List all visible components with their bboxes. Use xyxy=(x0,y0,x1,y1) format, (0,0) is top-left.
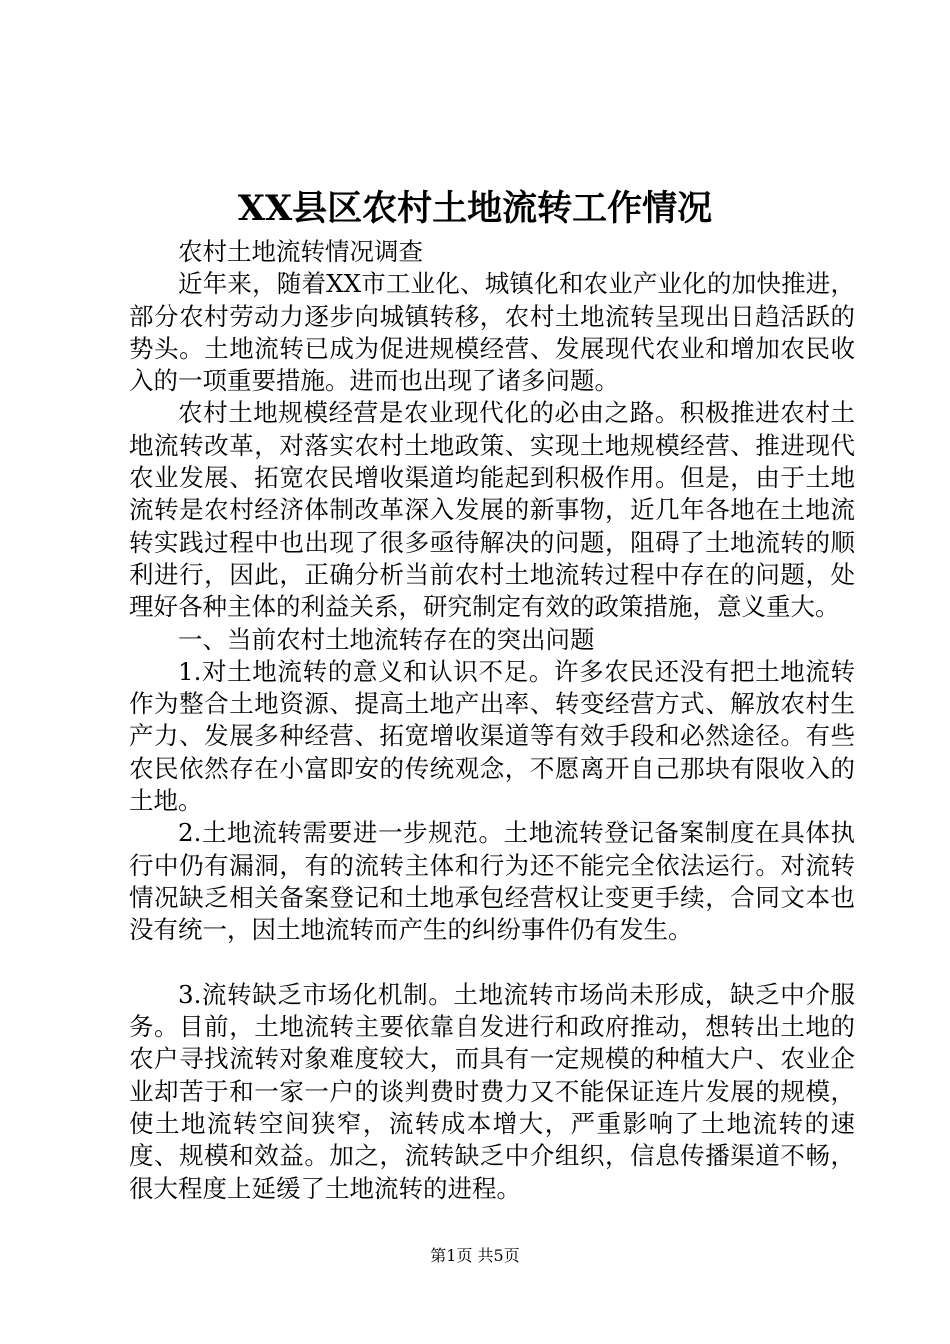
paragraph-background: 农村土地规模经营是农业现代化的必由之路。积极推进农村土地流转改革，对落实农村土地政策、实现土地规模经营、推进现代农业发展、拓宽农民增收渠道均能起到积极作用。但是，由于土地流转是农村经济体制改革深入发展的新事物，近几年各地在土地流转实践过程中也出现了很多亟待解决的问题，阻碍了土地流转的顺利进行，因此，正确分析当前农村土地流转过程中存在的问题，处理好各种主体的利益关系，研究制定有效的政策措施，意义重大。 xyxy=(129,398,855,622)
paragraph-issue-3: 3.流转缺乏市场化机制。土地流转市场尚未形成，缺乏中介服务。目前，土地流转主要依靠自发进行和政府推动，想转出土地的农户寻找流转对象难度较大，而具有一定规模的种植大户、农业企业却苦于和一家一户的谈判费时费力又不能保证连片发展的规模，使土地流转空间狭窄，流转成本增大，严重影响了土地流转的速度、规模和效益。加之，流转缺乏中介组织，信息传播渠道不畅，很大程度上延缓了土地流转的进程。 xyxy=(129,979,855,1203)
document-title: XX县区农村土地流转工作情况 xyxy=(237,188,713,229)
document-body xyxy=(129,236,855,1205)
paragraph-subtitle: 农村土地流转情况调查 xyxy=(178,237,423,266)
paragraph-issue-2: 2.土地流转需要进一步规范。土地流转登记备案制度在具体执行中仍有漏洞，有的流转主体和行为还不能完全依法运行。对流转情况缺乏相关备案登记和土地承包经营权让变更手续，合同文本也没有统一，因土地流转而产生的纠纷事件仍有发生。 xyxy=(129,818,855,945)
section-heading: 一、当前农村土地流转存在的突出问题 xyxy=(178,624,595,654)
paragraph-intro: 近年来，随着XX市工业化、城镇化和农业产业化的加快推进，部分农村劳动力逐步向城镇转移，农村土地流转呈现出日趋活跃的势头。土地流转已成为促进规模经营、发展现代农业和增加农民收入的一项重要措施。进而也出现了诸多问题。 xyxy=(129,269,855,396)
page-number: 第1页 共5页 xyxy=(430,1246,520,1265)
paragraph-issue-1: 1.对土地流转的意义和认识不足。许多农民还没有把土地流转作为整合土地资源、提高土地产出率、转变经营方式、解放农村生产力、发展多种经营、拓宽增收渠道等有效手段和必然途径。有些农民依然存在小富即安的传统观念，不愿离开自己那块有限收入的土地。 xyxy=(129,656,855,816)
